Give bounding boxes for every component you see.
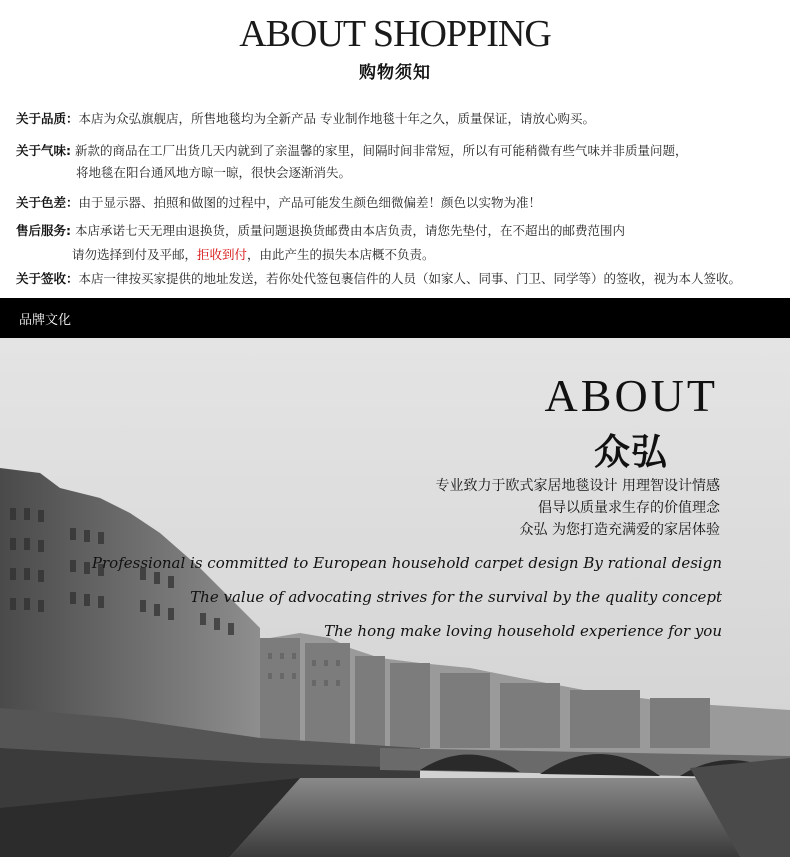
note-value: 由于显示器、拍照和做图的过程中，产品可能发生颜色细微偏差！颜色以实物为准！ bbox=[78, 195, 542, 210]
note-after-sales bbox=[16, 220, 625, 241]
note-key: 关于品质： bbox=[16, 111, 79, 126]
about-heading-cn: 众弘 bbox=[594, 432, 669, 473]
page-title: ABOUT SHOPPING bbox=[239, 13, 551, 55]
about-cn-lines bbox=[436, 475, 720, 541]
about-hero-section bbox=[0, 338, 790, 857]
note-smell-cont bbox=[76, 162, 351, 183]
refuse-cod-highlight: 拒收到付 bbox=[197, 247, 248, 262]
cn-line: 众弘 为您打造充满爱的家居体验 bbox=[519, 522, 720, 538]
note-value: 本店一律按买家提供的地址发送，若你处代签包裹信件的人员（如家人、同事、门卫、同学等）的签收，视为本人签收。 bbox=[78, 271, 742, 286]
note-value: 本店为众弘旗舰店，所售地毯均为全新产品 专业制作地毯十年之久，质量保证，请放心购买。 bbox=[78, 111, 595, 126]
en-line: The hong make loving household experience for you bbox=[324, 622, 722, 640]
brand-culture-label: 品牌文化 bbox=[19, 313, 72, 328]
cn-line: 专业致力于欧式家居地毯设计 用理智设计情感 bbox=[435, 478, 720, 494]
brand-culture-bar bbox=[0, 298, 790, 338]
note-value: 请勿选择到付及平邮， bbox=[72, 247, 198, 262]
page-subtitle: 购物须知 bbox=[359, 63, 431, 83]
en-line: Professional is committed to European household carpet design By rational design bbox=[91, 554, 722, 572]
note-key: 关于色差： bbox=[16, 195, 79, 210]
note-key: 关于签收： bbox=[16, 271, 79, 286]
note-value: 本店承诺七天无理由退换货，质量问题退换货邮费由本店负责，请您先垫付，在不超出的邮费范围内 bbox=[74, 223, 625, 238]
note-value: 将地毯在阳台通风地方晾一晾，很快会逐渐消失。 bbox=[76, 165, 352, 180]
en-line: The value of advocating strives for the survival by the quality concept bbox=[190, 588, 722, 606]
note-smell bbox=[16, 140, 688, 161]
about-heading-en: ABOUT bbox=[544, 370, 718, 421]
note-quality bbox=[16, 108, 595, 129]
note-after-sales-cont bbox=[72, 244, 435, 265]
note-value: 新款的商品在工厂出货几天内就到了亲温馨的家里，间隔时间非常短，所以有可能稍微有些气味并非质量问题， bbox=[74, 143, 688, 158]
note-color bbox=[16, 192, 541, 213]
note-key: 售后服务: bbox=[16, 223, 71, 238]
note-key: 关于气味: bbox=[16, 143, 71, 158]
note-value-tail: ，由此产生的损失本店概不负责。 bbox=[247, 247, 435, 262]
note-signing bbox=[16, 268, 741, 289]
about-en-lines bbox=[92, 546, 722, 648]
cn-line: 倡导以质量求生存的价值理念 bbox=[538, 500, 720, 516]
